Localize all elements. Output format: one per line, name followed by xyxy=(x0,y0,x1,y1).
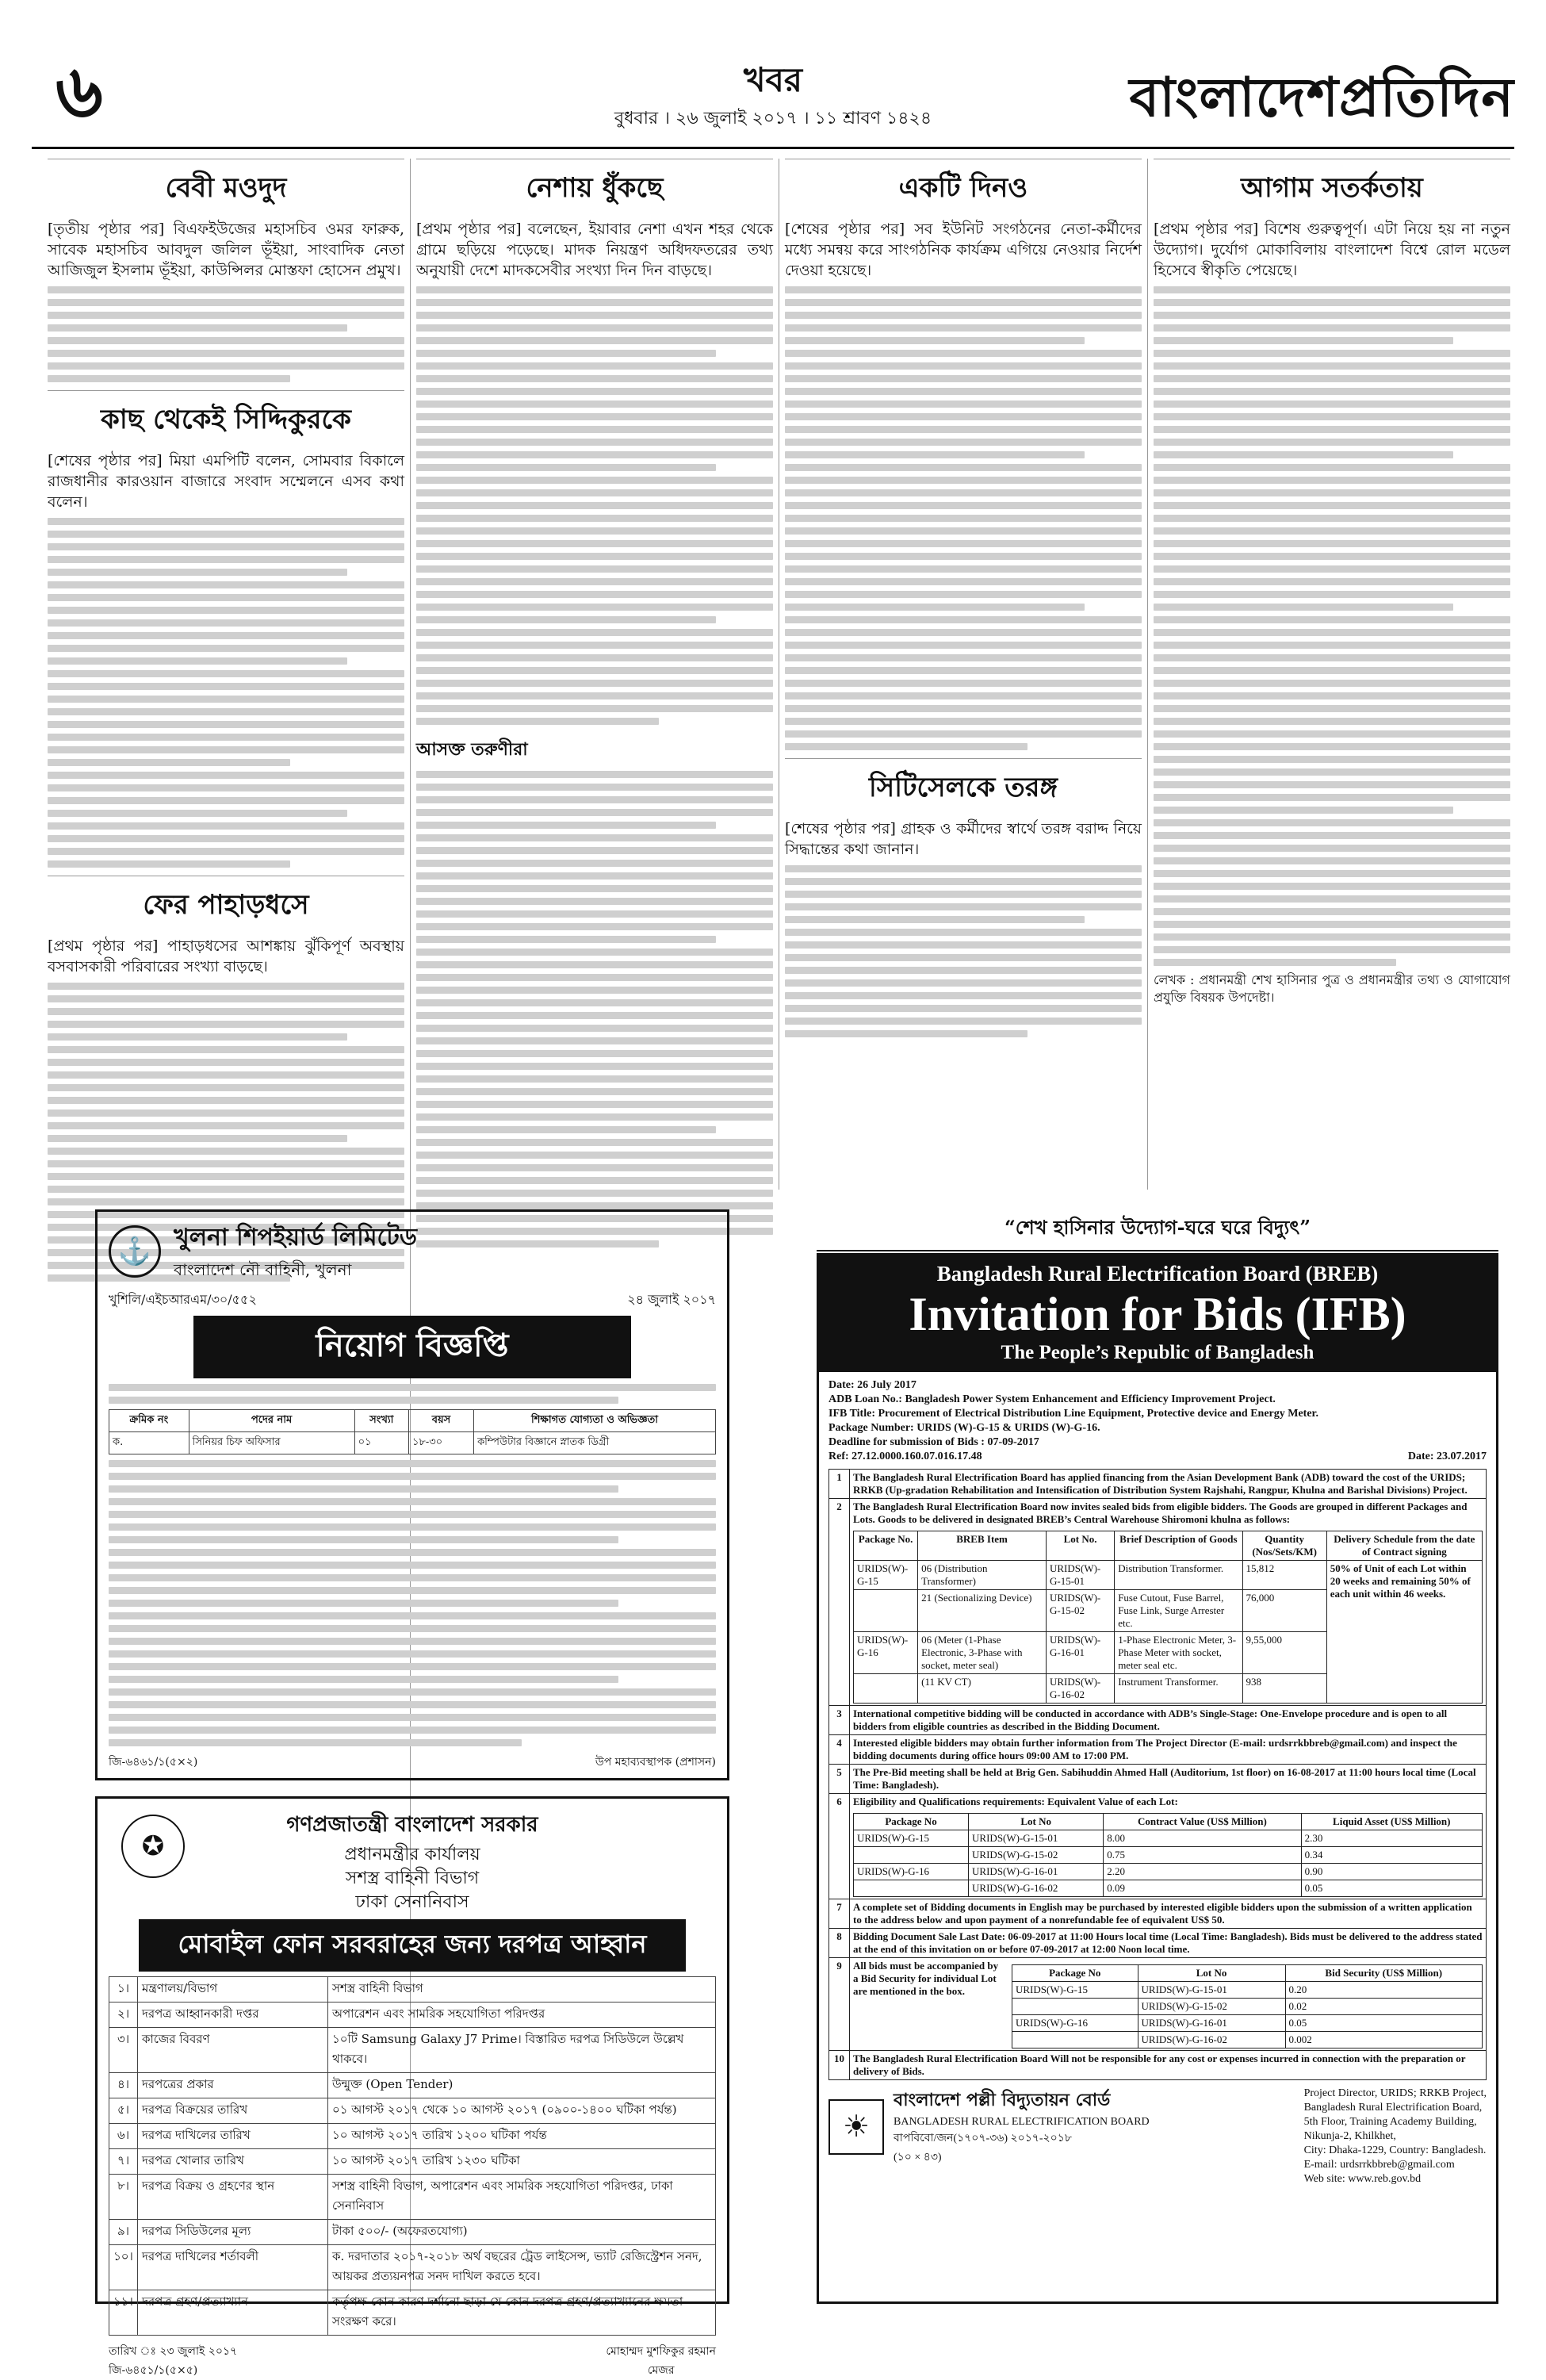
clause-text: Interested eligible bidders may obtain further information from The Project Director (E-mail: urdsrrkbbreb@gmail.com) and inspect the bidding documents during office hours 09:00 AM to 17:00 PM. xyxy=(850,1735,1487,1765)
table-cell: ১০ আগস্ট ২০১৭ তারিখ ১২৩০ ঘটিকা xyxy=(328,2149,716,2175)
article-headline: আগাম সতর্কতায় xyxy=(1241,172,1423,204)
table-cell: সশস্ত্র বাহিনী বিভাগ xyxy=(328,1977,716,2002)
table-cell: 21 (Sectionalizing Device) xyxy=(918,1590,1047,1632)
table-cell: URIDS(W)-G-15 xyxy=(1012,1982,1138,1999)
table-header: BREB Item xyxy=(918,1531,1047,1561)
table-cell: দরপত্র খোলার তারিখ xyxy=(138,2149,328,2175)
breb-meta-line: ADB Loan No.: Bangladesh Power System Enhancement and Efficiency Improvement Project. xyxy=(828,1393,1276,1405)
table-cell: URIDS(W)-G-15 xyxy=(854,1561,918,1590)
table-header: Lot No xyxy=(1138,1965,1285,1982)
bid-security-table xyxy=(1012,1964,1483,2048)
table-cell: ১০। xyxy=(109,2245,138,2290)
table-cell: 06 (Meter (1-Phase Electronic, 3-Phase with socket, meter seal) xyxy=(918,1632,1047,1674)
table-cell: Distribution Transformer. xyxy=(1115,1561,1242,1590)
table-cell: URIDS(W)-G-15 xyxy=(854,1830,969,1847)
table-cell: ১১। xyxy=(109,2290,138,2336)
ad-intro-text xyxy=(109,1384,716,1404)
table-cell: উন্মুক্ত (Open Tender) xyxy=(328,2073,716,2098)
clause-text: Bidding Document Sale Last Date: 06-09-2017 at 11:00 Hours local time (Local Time: Bangladesh). Bids must be delivered to the address stated at the end of this invitation on or before 07-09-2017 at 12:00 Noon local time. xyxy=(850,1929,1487,1958)
tender-table xyxy=(109,1976,716,2336)
table-cell xyxy=(854,1880,969,1897)
table-cell: URIDS(W)-G-15-02 xyxy=(1138,1999,1285,2015)
article-lead: [প্রথম পৃষ্ঠার পর] বলেছেন, ইয়াবার নেশা এখন শহর থেকে গ্রামে ছড়িয়ে পড়েছে। মাদক নিয়ন্ত্রণ অধিদফতরের তথ্য অনুযায়ী দেশে মাদকসেবীর সংখ্যা দিন দিন বাড়ছে। xyxy=(416,220,773,279)
clause-row xyxy=(829,1929,1487,1958)
table-cell: দরপত্র বিক্রয় ও গ্রহণের স্থান xyxy=(138,2175,328,2220)
article-lead: [প্রথম পৃষ্ঠার পর] পাহাড়ধসের আশঙ্কায় ঝুঁকিপূর্ণ অবস্থায় বসবাসকারী পরিবারের সংখ্যা বাড়ছে। xyxy=(48,937,404,975)
table-row xyxy=(1012,2032,1483,2048)
table-cell: ০১ আগস্ট ২০১৭ থেকে ১০ আগস্ট ২০১৭ (০৯০০-১৪০০ ঘটিকা পর্যন্ত) xyxy=(328,2098,716,2124)
clause-number: 9 xyxy=(829,1958,850,2051)
table-cell: 0.20 xyxy=(1285,1982,1482,1999)
ad-division: সশস্ত্র বাহিনী বিভাগ xyxy=(345,1868,480,1888)
table-row xyxy=(109,2245,716,2290)
breb-clauses-table xyxy=(828,1469,1487,2080)
clause-row xyxy=(829,1499,1487,1706)
clause-text: A complete set of Bidding documents in English may be purchased by interested eligible bidders upon the submission of a written application to the address below and upon payment of a nonrefundable fee of equivalent US$ 50. xyxy=(850,1899,1487,1929)
table-cell xyxy=(1012,1999,1138,2015)
ad-signature-row xyxy=(109,1753,716,1772)
article-lead: [শেষের পৃষ্ঠার পর] সব ইউনিট সংগঠনের নেতা-কর্মীদের মধ্যে সমন্বয় করে সাংগঠনিক কার্যক্রম এগিয়ে নেওয়ার নির্দেশ দেওয়া হয়েছে। xyxy=(785,220,1142,279)
table-row xyxy=(109,1977,716,2002)
table-cell: URIDS(W)-G-16-01 xyxy=(1138,2015,1285,2032)
ad-code: জি-৬৪৫১/১(৫×৫) xyxy=(109,2364,198,2377)
ad-title: খুলনা শিপইয়ার্ড লিমিটেড xyxy=(174,1224,417,1251)
column-4 xyxy=(1154,159,1510,1182)
table-cell: (11 KV CT) xyxy=(918,1674,1047,1704)
clause-number: 3 xyxy=(829,1706,850,1735)
clause-number: 4 xyxy=(829,1735,850,1765)
article-body-text xyxy=(1154,286,1510,966)
table-cell: URIDS(W)-G-15-01 xyxy=(1047,1561,1115,1590)
article-headline: বেবী মওদুদ xyxy=(165,172,287,204)
table-cell xyxy=(854,1847,969,1864)
table-cell: মন্ত্রণালয়/বিভাগ xyxy=(138,1977,328,2002)
article-writer-note: লেখক : প্রধানমন্ত্রী শেখ হাসিনার পুত্র ও প্রধানমন্ত্রীর তথ্য ও যোগাযোগ প্রযুক্তি বিষয়ক উপদেষ্টা। xyxy=(1154,972,1510,1005)
address-line: Nikunja-2, Khilkhet, xyxy=(1303,2130,1396,2142)
table-cell: ২। xyxy=(109,2002,138,2028)
breb-meta-line: Ref: 27.12.0000.160.07.016.17.48 xyxy=(828,1451,982,1462)
table-row xyxy=(854,1864,1483,1880)
breb-header xyxy=(819,1255,1496,1372)
table-cell: ১৮-৩০ xyxy=(408,1432,473,1454)
ad-subtitle: বাংলাদেশ নৌ বাহিনী, খুলনা xyxy=(174,1260,352,1279)
table-cell: 0.75 xyxy=(1104,1847,1301,1864)
table-cell: ৭। xyxy=(109,2149,138,2175)
bid-security-block xyxy=(853,1960,1483,2048)
table-cell: 15,812 xyxy=(1242,1561,1326,1590)
article-headline: কাছ থেকেই সিদ্দিকুরকে xyxy=(101,404,351,435)
ad-date: ২৪ জুলাই ২০১৭ xyxy=(627,1292,716,1307)
ad-date: তারিখ ঃ ২৩ জুলাই ২০১৭ xyxy=(109,2345,238,2358)
armed-forces-tender-ad xyxy=(95,1796,729,2377)
section-name: খবর xyxy=(743,60,803,99)
ad-banner: মোবাইল ফোন সরবরাহের জন্য দরপত্র আহ্বান xyxy=(139,1919,685,1972)
table-cell: ক. দরদাতার ২০১৭-২০১৮ অর্থ বছরের ট্রেড লাইসেন্স, ভ্যাট রেজিস্ট্রেশন সনদ, আয়কর প্রত্যয়নপত্র সনদ দাখিল করতে হবে। xyxy=(328,2245,716,2290)
article-headline: নেশায় ধুঁকছে xyxy=(526,172,664,204)
table-header: Lot No xyxy=(969,1814,1104,1830)
table-row xyxy=(1012,1982,1483,1999)
table-cell: 938 xyxy=(1242,1674,1326,1704)
breb-meta xyxy=(828,1378,1487,1464)
clause-cell xyxy=(850,1794,1487,1899)
address-line: Bangladesh Rural Electrification Board, xyxy=(1303,2102,1483,2114)
ad-banner: নিয়োগ বিজ্ঞপ্তি xyxy=(193,1316,631,1378)
breb-footer-left xyxy=(828,2087,1150,2167)
table-header: Lot No. xyxy=(1047,1531,1115,1561)
column-divider xyxy=(1147,159,1148,1190)
table-header: পদের নাম xyxy=(189,1410,354,1432)
table-cell: ১। xyxy=(109,1977,138,2002)
table-cell: URIDS(W)-G-16-02 xyxy=(1138,2032,1285,2048)
article-body-text xyxy=(416,286,773,725)
article-beby-moudud xyxy=(48,159,404,382)
article-subsection: আসক্ত তরুণীরা xyxy=(416,739,528,760)
table-cell: কাজের বিবরণ xyxy=(138,2028,328,2073)
clause-cell xyxy=(850,1499,1487,1706)
page-number: ৬ xyxy=(55,48,103,134)
table-row xyxy=(109,1432,716,1454)
table-cell: দরপত্র বিক্রয়ের তারিখ xyxy=(138,2098,328,2124)
table-header: Contract Value (US$ Million) xyxy=(1104,1814,1301,1830)
table-row xyxy=(109,2220,716,2245)
table-cell: 50% of Unit of each Lot within 20 weeks and remaining 50% of each unit within 46 weeks. xyxy=(1326,1561,1482,1704)
clause-number: 1 xyxy=(829,1470,850,1499)
breb-meta-ref-row xyxy=(828,1450,1487,1464)
table-cell: URIDS(W)-G-16-02 xyxy=(1047,1674,1115,1704)
table-header: Package No. xyxy=(854,1531,918,1561)
table-header-row xyxy=(1012,1965,1483,1982)
clause-text: The Bangladesh Rural Electrification Board Will not be responsible for any cost or expenses incurred in connection with the preparation or delivery of Bids. xyxy=(850,2051,1487,2080)
breb-organization: Bangladesh Rural Electrification Board (BREB) xyxy=(936,1262,1379,1286)
clause-row xyxy=(829,1735,1487,1765)
table-cell: ১০ আগস্ট ২০১৭ তারিখ ১২০০ ঘটিকা পর্যন্ত xyxy=(328,2124,716,2149)
vacancy-table xyxy=(109,1409,716,1454)
clause-text: All bids must be accompanied by a Bid Security for individual Lot are mentioned in the box. xyxy=(853,1960,999,1997)
table-cell: 0.05 xyxy=(1301,1880,1482,1897)
clause-text: The Bangladesh Rural Electrification Board has applied financing from the Asian Development Bank (ADB) toward the cost of the URIDS; RRKB (Up-gradation Rehabilitation and Intensification of Distribution System Rajshahi, Rangpur, Khulna and Barishal Divisions) Project. xyxy=(850,1470,1487,1499)
ad-location: ঢাকা সেনানিবাস xyxy=(355,1892,469,1912)
article-not-a-single-day xyxy=(785,159,1142,750)
table-row xyxy=(1012,2015,1483,2032)
table-cell: 0.90 xyxy=(1301,1864,1482,1880)
clause-text: International competitive bidding will be conducted in accordance with ADB’s Single-Stage: One-Envelope procedure and is open to all bidders from eligible countries as described in the Bidding Document. xyxy=(850,1706,1487,1735)
ad-signature-row xyxy=(109,2342,716,2380)
breb-address xyxy=(1304,2087,1487,2186)
table-header: Bid Security (US$ Million) xyxy=(1285,1965,1482,1982)
table-header: ক্রমিক নং xyxy=(109,1410,189,1432)
address-email: E-mail: urdsrrkbbreb@gmail.com xyxy=(1303,2159,1455,2171)
clause-number: 2 xyxy=(829,1499,850,1706)
ad-signature: উপ মহাব্যবস্থাপক (প্রশাসন) xyxy=(595,1756,716,1769)
table-cell: URIDS(W)-G-16 xyxy=(854,1632,918,1674)
article-lead: [শেষের পৃষ্ঠার পর] মিয়া এমপিটি বলেন, সোমবার বিকালে রাজধানীর কারওয়ান বাজারে সংবাদ সম্মেলনে এসব কথা বলেন। xyxy=(48,452,404,511)
breb-footer-english: BANGLADESH RURAL ELECTRIFICATION BOARD xyxy=(894,2116,1150,2128)
table-row xyxy=(109,2002,716,2028)
article-body-text xyxy=(48,286,404,382)
breb-meta-line: Package Number: URIDS (W)-G-15 & URIDS (W)-G-16. xyxy=(828,1422,1100,1434)
clause-row xyxy=(829,1958,1487,2051)
table-row xyxy=(109,2028,716,2073)
table-cell: URIDS(W)-G-15-02 xyxy=(969,1847,1104,1864)
article-body-text xyxy=(416,771,773,1247)
lots-table xyxy=(853,1531,1483,1704)
column-3 xyxy=(785,159,1142,1182)
table-cell: ক. xyxy=(109,1432,189,1454)
table-cell: 0.02 xyxy=(1285,1999,1482,2015)
table-header: Quantity (Nos/Sets/KM) xyxy=(1242,1531,1326,1561)
table-cell: 2.30 xyxy=(1301,1830,1482,1847)
table-header: শিক্ষাগত যোগ্যতা ও অভিজ্ঞতা xyxy=(474,1410,716,1432)
address-line: City: Dhaka-1229, Country: Bangladesh. xyxy=(1303,2144,1487,2156)
ad-reference-row xyxy=(109,1290,716,1311)
table-cell: 1-Phase Electronic Meter, 3-Phase Meter with socket, meter seal etc. xyxy=(1115,1632,1242,1674)
table-cell: URIDS(W)-G-15-02 xyxy=(1047,1590,1115,1632)
table-cell: সিনিয়র চিফ অফিসার xyxy=(189,1432,354,1454)
table-cell: ০১ xyxy=(354,1432,408,1454)
clause-number: 6 xyxy=(829,1794,850,1899)
article-lead: [তৃতীয় পৃষ্ঠার পর] বিএফইউজের মহাসচিব ওমর ফারুক, সাবেক মহাসচিব আবদুল জলিল ভূঁইয়া, সাংবাদিক নেতা আজিজুল ইসলাম ভূঁইয়া, কাউন্সিলর মোস্তফা হোসেন প্রমুখ। xyxy=(48,220,404,279)
table-cell: দরপত্র আহ্বানকারী দপ্তর xyxy=(138,2002,328,2028)
shipyard-recruitment-ad xyxy=(95,1209,729,1780)
ad-government: গণপ্রজাতন্ত্রী বাংলাদেশ সরকার xyxy=(286,1813,538,1837)
table-cell: URIDS(W)-G-16-02 xyxy=(969,1880,1104,1897)
table-cell: কর্তৃপক্ষ কোন কারণ দর্শানো ছাড়া যে কোন দরপত্র গ্রহণ/প্রত্যাখ্যানের ক্ষমতা সংরক্ষণ করে। xyxy=(328,2290,716,2336)
article-lead: [প্রথম পৃষ্ঠার পর] বিশেষ গুরুত্বপূর্ণ। এটা নিয়ে হয় না নতুন উদ্যোগ। দুর্যোগ মোকাবিলায় বাংলাদেশ বিশ্বে রোল মডেল হিসেবে স্বীকৃতি পেয়েছে। xyxy=(1154,220,1510,279)
table-row xyxy=(854,1847,1483,1864)
table-header: Liquid Asset (US$ Million) xyxy=(1301,1814,1482,1830)
masthead-rule xyxy=(32,147,1514,149)
table-cell: URIDS(W)-G-16-01 xyxy=(1047,1632,1115,1674)
article-citycell xyxy=(785,758,1142,1037)
article-body-text xyxy=(48,518,404,868)
ad-signer-name: মোহাম্মদ মুশফিকুর রহমান xyxy=(606,2345,716,2358)
article-lead: [শেষের পৃষ্ঠার পর] গ্রাহক ও কর্মীদের স্বার্থে তরঙ্গ বরাদ্দ নিয়ে সিদ্ধান্তের কথা জানান। xyxy=(785,820,1142,858)
table-cell: দরপত্র গ্রহণ/প্রত্যাখ্যান xyxy=(138,2290,328,2336)
table-cell: ৪। xyxy=(109,2073,138,2098)
table-header-row xyxy=(854,1814,1483,1830)
government-emblem-icon: ✪ xyxy=(121,1815,185,1878)
table-row xyxy=(854,1561,1483,1590)
table-header-row xyxy=(109,1410,716,1432)
clause-row xyxy=(829,1470,1487,1499)
article-headline: একটি দিনও xyxy=(898,172,1028,204)
table-cell: দরপত্র দাখিলের তারিখ xyxy=(138,2124,328,2149)
table-row xyxy=(109,2290,716,2336)
table-row xyxy=(109,2175,716,2220)
article-body-text xyxy=(785,865,1142,1037)
address-line: Project Director, URIDS; RRKB Project, xyxy=(1303,2087,1487,2099)
article-siddikur xyxy=(48,390,404,868)
table-cell: 76,000 xyxy=(1242,1590,1326,1632)
table-cell xyxy=(854,1590,918,1632)
clause-text: The Bangladesh Rural Electrification Board now invites sealed bids from eligible bidders. The Goods are grouped in different Packages and Lots. Goods to be delivered in designated BREB’s Central Warehouse Shiromoni khulna as follows: xyxy=(853,1500,1468,1525)
clause-row xyxy=(829,1794,1487,1899)
table-cell: URIDS(W)-G-15-01 xyxy=(969,1830,1104,1847)
table-cell xyxy=(1012,2032,1138,2048)
table-header: Brief Description of Goods xyxy=(1115,1531,1242,1561)
table-row xyxy=(109,2073,716,2098)
breb-footer-code-size: (১০ × ৪৩) xyxy=(894,2152,942,2163)
breb-invitation-for-bids-ad xyxy=(817,1253,1498,2304)
table-cell: ৬। xyxy=(109,2124,138,2149)
breb-logo-icon: ☀ xyxy=(828,2099,884,2155)
breb-footer-name: বাংলাদেশ পল্লী বিদ্যুতায়ন বোর্ড xyxy=(894,2090,1111,2110)
table-cell xyxy=(854,1674,918,1704)
table-cell: 9,55,000 xyxy=(1242,1632,1326,1674)
article-early-warning xyxy=(1154,159,1510,1006)
table-cell: ৫। xyxy=(109,2098,138,2124)
anchor-emblem-icon: ⚓ xyxy=(109,1225,161,1278)
clause-number: 7 xyxy=(829,1899,850,1929)
table-cell: ৮। xyxy=(109,2175,138,2220)
table-cell: 0.05 xyxy=(1285,2015,1482,2032)
dateline: বুধবার । ২৬ জুলাই ২০১৭ । ১১ শ্রাবণ ১৪২৪ xyxy=(614,109,932,128)
breb-country: The People’s Republic of Bangladesh xyxy=(1001,1342,1314,1363)
table-row xyxy=(854,1880,1483,1897)
breb-slogan: “শেখ হাসিনার উদ্যোগ-ঘরে ঘরে বিদ্যুৎ” xyxy=(817,1213,1498,1251)
ad-signer-title: মেজর xyxy=(647,2364,675,2377)
column-2 xyxy=(416,159,773,1182)
breb-footer-code: বাপবিবো/জন(১৭০৭-৩৬) ২০১৭-২০১৮ xyxy=(894,2133,1072,2144)
clause-text: Eligibility and Qualifications requirements: Equivalent Value of each Lot: xyxy=(853,1796,1178,1807)
ad-header xyxy=(109,1218,716,1285)
ad-code: জি-৬৪৬১/১(৫×২) xyxy=(109,1756,198,1769)
masthead xyxy=(32,48,1514,143)
table-row xyxy=(109,2098,716,2124)
clause-text: The Pre-Bid meeting shall be held at Brig Gen. Sabihuddin Ahmed Hall (Auditorium, 1st floor) on 16-08-2017 at 11:00 hours local time (Local Time: Bangladesh). xyxy=(850,1765,1487,1794)
breb-meta-line: IFB Title: Procurement of Electrical Distribution Line Equipment, Protective device and Energy Meter. xyxy=(828,1408,1318,1420)
ad-reference: খুশিলি/এইচআরএম/৩০/৫৫২ xyxy=(109,1292,257,1307)
article-headline: সিটিসেলকে তরঙ্গ xyxy=(869,772,1058,803)
table-header-row xyxy=(854,1531,1483,1561)
breb-ifb-title: Invitation for Bids (IFB) xyxy=(909,1288,1406,1340)
table-cell: দরপত্র সিডিউলের মূল্য xyxy=(138,2220,328,2245)
breb-meta-date: Date: 23.07.2017 xyxy=(1407,1451,1487,1462)
table-cell: ৩। xyxy=(109,2028,138,2073)
address-website: Web site: www.reb.gov.bd xyxy=(1303,2173,1422,2185)
table-cell: URIDS(W)-G-16 xyxy=(1012,2015,1138,2032)
table-header: বয়স xyxy=(408,1410,473,1432)
address-line: 5th Floor, Training Academy Building, xyxy=(1303,2116,1477,2128)
table-cell: URIDS(W)-G-16-01 xyxy=(969,1864,1104,1880)
table-header: Package No xyxy=(854,1814,969,1830)
clause-number: 8 xyxy=(829,1929,850,1958)
table-cell: ৯। xyxy=(109,2220,138,2245)
table-cell: 8.00 xyxy=(1104,1830,1301,1847)
clause-number: 5 xyxy=(829,1765,850,1794)
clause-number: 10 xyxy=(829,2051,850,2080)
table-cell: টাকা ৫০০/- (অফেরতযোগ্য) xyxy=(328,2220,716,2245)
clause-row xyxy=(829,1706,1487,1735)
table-row xyxy=(1012,1999,1483,2015)
table-header: সংখ্যা xyxy=(354,1410,408,1432)
table-cell: 0.002 xyxy=(1285,2032,1482,2048)
table-header: Delivery Schedule from the date of Contract signing xyxy=(1326,1531,1482,1561)
breb-meta-line: Date: 26 July 2017 xyxy=(828,1379,917,1391)
breb-footer xyxy=(828,2087,1487,2186)
table-cell: 0.34 xyxy=(1301,1847,1482,1864)
article-body-text xyxy=(785,286,1142,750)
table-cell: কম্পিউটার বিজ্ঞানে স্নাতক ডিগ্রী xyxy=(474,1432,716,1454)
table-cell: সশস্ত্র বাহিনী বিভাগ, অপারেশন এবং সামরিক সহযোগিতা পরিদপ্তর, ঢাকা সেনানিবাস xyxy=(328,2175,716,2220)
table-row xyxy=(109,2124,716,2149)
table-header: Package No xyxy=(1012,1965,1138,1982)
table-cell: ১০টি Samsung Galaxy J7 Prime। বিস্তারিত দরপত্র সিডিউলে উল্লেখ থাকবে। xyxy=(328,2028,716,2073)
table-cell: 2.20 xyxy=(1104,1864,1301,1880)
article-headline: ফের পাহাড়ধসে xyxy=(143,889,309,921)
clause-cell xyxy=(850,1958,1487,2051)
ad-office: প্রধানমন্ত্রীর কার্যালয় xyxy=(344,1845,480,1865)
table-cell: 06 (Distribution Transformer) xyxy=(918,1561,1047,1590)
table-cell: URIDS(W)-G-15-01 xyxy=(1138,1982,1285,1999)
table-row xyxy=(109,2149,716,2175)
breb-meta-line: Deadline for submission of Bids : 07-09-2017 xyxy=(828,1436,1039,1448)
table-cell: অপারেশন এবং সামরিক সহযোগিতা পরিদপ্তর xyxy=(328,2002,716,2028)
table-cell: URIDS(W)-G-16 xyxy=(854,1864,969,1880)
table-cell: Fuse Cutout, Fuse Barrel, Fuse Link, Surge Arrester etc. xyxy=(1115,1590,1242,1632)
table-row xyxy=(854,1830,1483,1847)
table-cell: 0.09 xyxy=(1104,1880,1301,1897)
clause-row xyxy=(829,2051,1487,2080)
clause-row xyxy=(829,1765,1487,1794)
column-1 xyxy=(48,159,404,1182)
breb-body xyxy=(819,1372,1496,2193)
qualification-table xyxy=(853,1813,1483,1897)
newspaper-logo: বাংলাদেশপ্রতিদিন xyxy=(1129,66,1514,129)
table-cell: দরপত্রের প্রকার xyxy=(138,2073,328,2098)
table-cell: Instrument Transformer. xyxy=(1115,1674,1242,1704)
clause-row xyxy=(829,1899,1487,1929)
ad-conditions-text xyxy=(109,1460,716,1746)
article-addiction xyxy=(416,159,773,1247)
table-cell: দরপত্র দাখিলের শর্তাবলী xyxy=(138,2245,328,2290)
